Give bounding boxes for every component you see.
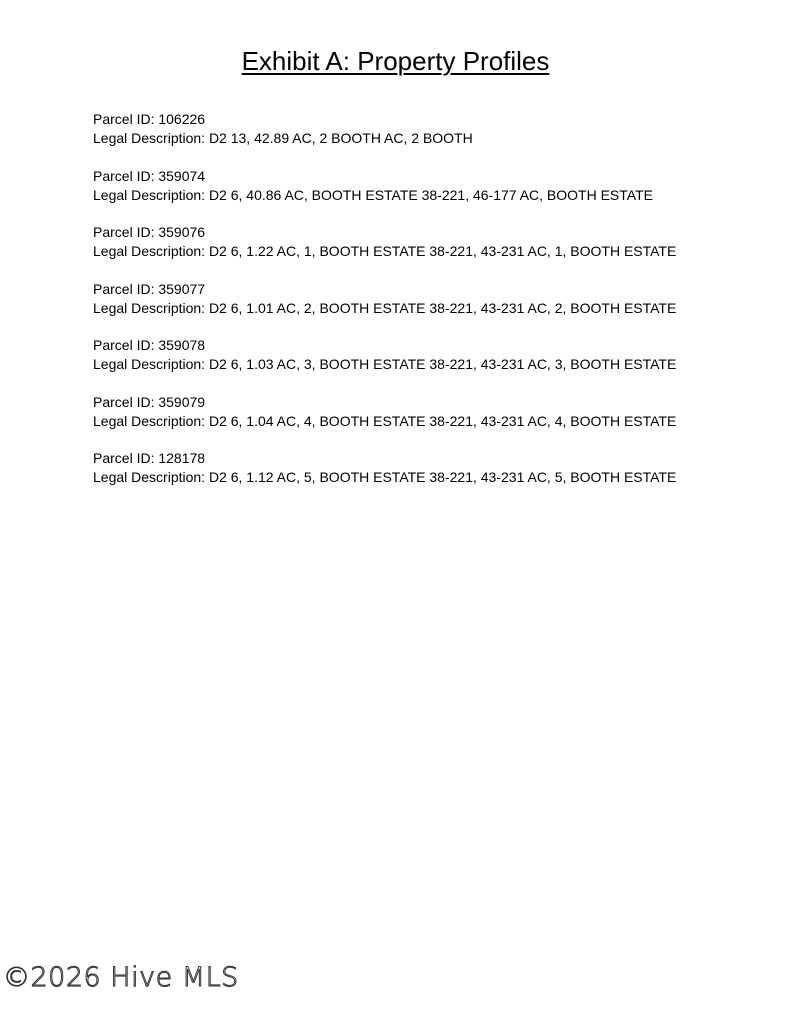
legal-description: Legal Description: D2 6, 1.01 AC, 2, BOOTH ESTATE 38-221, 43-231 AC, 2, BOOTH ESTATE [93,299,677,316]
parcel-entry [93,110,773,167]
parcel-id: Parcel ID: 359076 [93,224,206,240]
legal-description: Legal Description: D2 6, 1.04 AC, 4, BOOTH ESTATE 38-221, 43-231 AC, 4, BOOTH ESTATE [93,412,677,429]
parcel-entry [93,223,773,280]
parcel-entry [93,336,773,393]
legal-description: Legal Description: D2 13, 42.89 AC, 2 BOOTH AC, 2 BOOTH [93,130,473,146]
legal-description: Legal Description: D2 6, 1.12 AC, 5, BOOTH ESTATE 38-221, 43-231 AC, 5, BOOTH ESTATE [93,469,677,485]
parcel-entry [93,393,773,450]
parcel-id: Parcel ID: 359077 [93,280,206,297]
parcel-list [93,110,773,506]
parcel-id: Parcel ID: 359079 [93,393,206,410]
copyright-watermark: ©2026 Hive MLS [3,962,239,993]
legal-description: Legal Description: D2 6, 40.86 AC, BOOTH ESTATE 38-221, 46-177 AC, BOOTH ESTATE [93,186,653,203]
parcel-id: Parcel ID: 128178 [93,450,206,466]
parcel-id: Parcel ID: 359074 [93,167,206,184]
legal-description: Legal Description: D2 6, 1.03 AC, 3, BOOTH ESTATE 38-221, 43-231 AC, 3, BOOTH ESTATE [93,356,677,372]
parcel-id: Parcel ID: 359078 [93,337,206,353]
legal-description: Legal Description: D2 6, 1.22 AC, 1, BOOTH ESTATE 38-221, 43-231 AC, 1, BOOTH ESTATE [93,243,677,259]
parcel-entry [93,167,773,224]
document-title: Exhibit A: Property Profiles [241,46,550,76]
parcel-entry [93,449,773,506]
parcel-entry [93,280,773,337]
parcel-id: Parcel ID: 106226 [93,111,206,127]
